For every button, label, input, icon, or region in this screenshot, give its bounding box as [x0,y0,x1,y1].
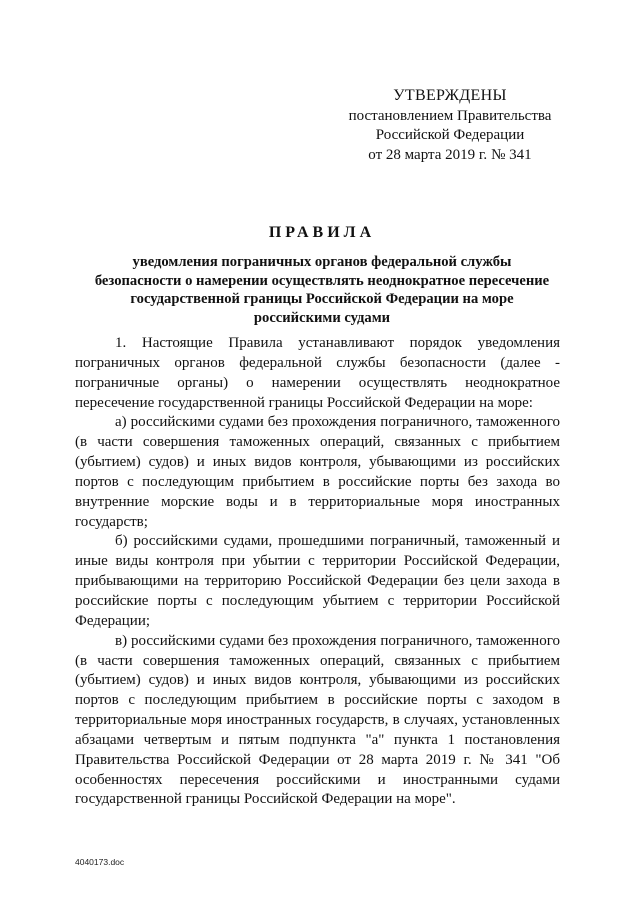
approval-stamp [330,86,570,165]
approval-date: от 28 марта 2019 г. [368,146,488,163]
paragraph-a: а) российскими судами без прохождения пограничного, таможенного (в части совершения таможенных операций, связанных с прибытием (убытием) судов) и иных видов контроля, убывающими из российских портов с последующим прибытием в российские порты без захода во внутренние морские воды и в территориальные моря иностранных государств; [75,414,560,530]
approval-number: № 341 [491,146,532,163]
document-title-block [72,224,572,327]
footer-filename: 4040173.doc [75,857,125,867]
paragraph-b: б) российскими судами, прошедшими пограничный, таможенный и иные виды контроля при убытии с территории Российской Федерации, прибывающими на территорию Российской Федерации без цели захода в российские порты с последующим убытием с территории Российской Федерации; [75,533,560,629]
document-body [75,334,560,810]
document-title: ПРАВИЛА [268,224,376,241]
paragraph-1: 1. Настоящие Правила устанавливают порядок уведомления пограничных органов федеральной службы безопасности (далее - пограничные органы) о намерении осуществлять неоднократное пересечение государственной границы Российской Федерации на море: [75,335,560,411]
approval-line-government: Российской Федерации [375,127,525,143]
approval-date-line [330,146,570,166]
approval-heading: УТВЕРЖДЕНЫ [393,87,507,104]
approval-line-decree: постановлением Правительства [348,107,552,124]
document-subtitle: уведомления пограничных органов федеральной службы безопасности о намерении осуществлять неоднократное пересечение государственной границы Российской Федерации на море российскими судами [94,254,550,326]
paragraph-v: в) российскими судами без прохождения пограничного, таможенного (в части совершения таможенных операций, связанных с прибытием (убытием) судов) и иных видов контроля, убывающими из российских портов с последующим прибытием в российские порты с заходом в территориальные моря иностранных государств, в случаях, установленных абзацами четвертым и пятым подпункта "а" пункта 1 постановления Правительства Российской Федерации от 28 марта 2019 г. № 341 "Об особенностях пересечения российскими и иностранными судами государственной границы Российской Федерации на море". [75,632,560,808]
